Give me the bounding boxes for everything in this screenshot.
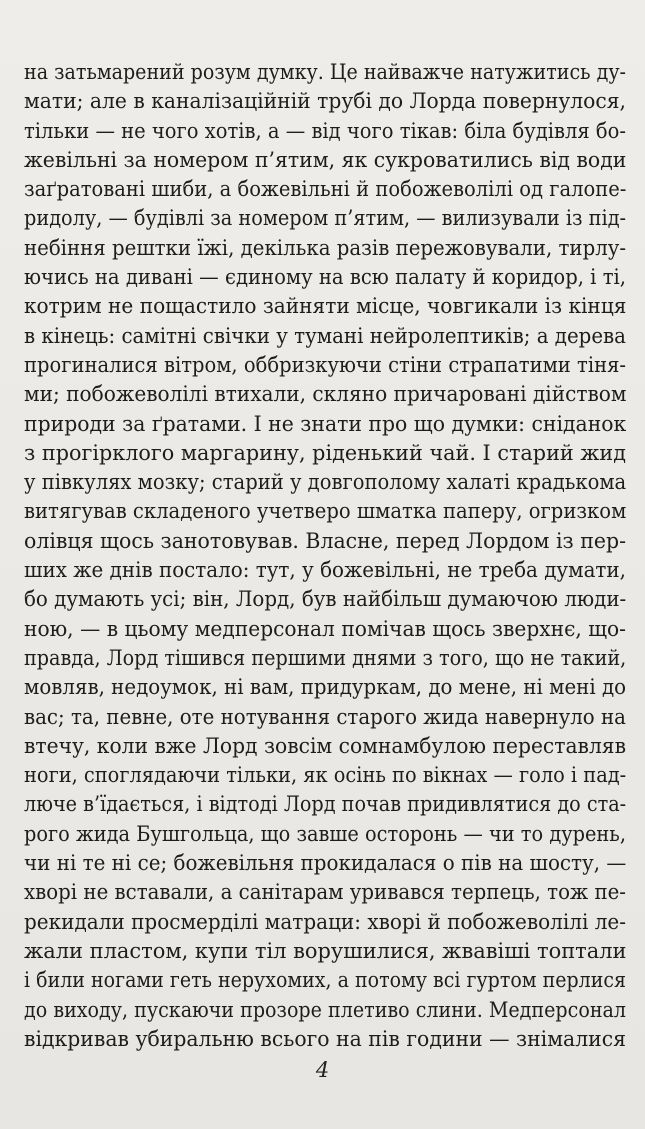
text-line: прогиналися вітром, оббризкуючи стіни страпатими тіня- [24,352,626,378]
text-line: заґратовані шиби, а божевільні й побожеволілі од галопе- [24,177,627,203]
text-line: ми; побожеволілі втихали, скляно причаровані дійством [24,382,627,408]
text-line: мовляв, недоумок, ні вам, придуркам, до мене, ні мені до [24,675,627,701]
text-line: ною, — в цьому медперсонал помічав щось зверхнє, що- [24,616,627,642]
text-line: ридолу, — будівлі за номером п’ятим, — вилизували із під- [24,206,627,232]
text-line: природи за ґратами. І не знати про що думки: сніданок [24,411,627,437]
text-line: ших же днів постало: тут, у божевільні, не треба думати, [24,558,626,584]
text-line: чи ні те ні се; божевільня прокидалася о пів на шосту, — [24,851,627,877]
text-line: хворі не вставали, а санітарам уривався терпець, тож пе- [24,880,626,906]
text-line: олівця щось занотовував. Власне, перед Лордом із пер- [24,528,627,554]
text-line: люче в’їдається, і відтоді Лорд почав придивлятися до ста- [24,792,627,818]
text-line: до виходу, пускаючи прозоре плетиво слини. Медперсонал [24,997,627,1023]
text-line: на затьмарений розум думку. Це найважче натужитись ду- [24,60,626,85]
text-line: рекидали просмерділі матраци: хворі й побожеволілі ле- [24,909,627,935]
text-line: в кінець: самітні свічки у тумані нейролептиків; а дерева [24,323,626,349]
text-line: котрим не пощастило зайняти місце, човгикали із кінця [24,294,627,320]
text-line: втечу, коли вже Лорд зовсім сомнамбулою переставляв [24,733,626,759]
page-number: 4 [315,1058,330,1082]
text-line: рого жида Бушгольца, що завше осторонь — чи то дурень, [24,821,626,847]
text-line: ноги, споглядаючи тільки, як осінь по вікнах — голо і пад- [24,763,627,789]
text-line: ючись на дивані — єдиному на всю палату й коридор, і ті, [24,265,627,291]
text-line: і били ногами геть нерухомих, а потому всі гуртом перлися [24,968,626,994]
text-line: відкривав убиральню всього на пів години — знімалися [24,1026,626,1052]
text-line: бо думають усі; він, Лорд, був найбільш думаючою люди- [24,587,627,613]
text-line: жали пластом, купи тіл ворушилися, жвавіші топтали [24,938,627,964]
text-line: тільки — не чого хотів, а — від чого тікав: біла будівля бо- [24,118,626,144]
body-text [24,58,626,1054]
text-line: небіння рештки їжі, декілька разів пережовували, тирлу- [24,235,627,261]
text-line: жевільні за номером п’ятим, як сукроватились від води [24,147,627,173]
text-line: у півкулях мозку; старий у довгополому халаті крадькома [24,470,627,496]
text-line: витягував складеного учетверо шматка паперу, огризком [24,499,627,525]
text-line: мати; але в каналізаційній трубі до Лорда повернулося, [24,89,626,115]
text-line: вас; та, певне, оте нотування старого жида навернуло на [24,704,626,730]
text-line: правда, Лорд тішився першими днями з того, що не такий, [24,645,627,671]
text-line: з прогірклого маргарину, ріденький чай. І старий жид [24,440,626,466]
